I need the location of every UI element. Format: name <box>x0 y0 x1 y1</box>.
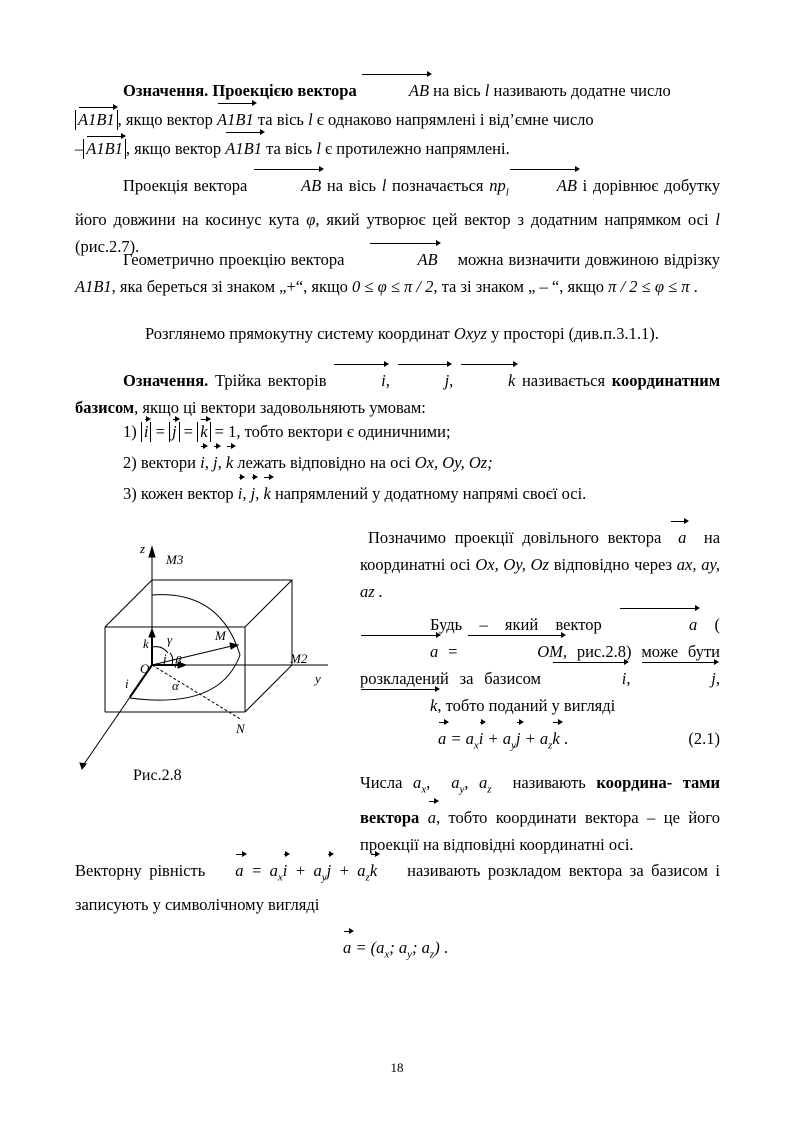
text: , який утворює цей вектор з додатним напрямком осі <box>315 210 709 230</box>
condition-2: 2) вектори i, j, k лежать відповідно на осі Ox, Oy, Oz; <box>123 449 723 476</box>
label-m3: M3 <box>166 552 184 567</box>
label-j: j <box>163 651 167 666</box>
label-alpha: α <box>172 678 179 693</box>
text: є однаково напрямлені і від’ємне число <box>316 110 594 129</box>
neg-abs-a1b1 <box>83 139 126 159</box>
abs-j <box>169 422 180 442</box>
label-i: i <box>125 676 129 691</box>
abs-i <box>141 422 152 442</box>
paragraph-decomposition: Векторну рівність $a = a_xi + a_yj + a_zk$ називають розкладом вектора за базисом і записують у символічному вигляді $a = (a_x$; $a_y$; $a_z$) . <box>75 857 720 969</box>
label-gamma: γ <box>167 632 173 647</box>
paragraph-geometric <box>75 246 720 300</box>
vector-a1b1: A1B1 <box>86 139 123 158</box>
vector-ab: AB <box>361 77 429 104</box>
formula-2-1: $a = a_xi + a_yj + a_zk$ . (2.1) <box>360 725 720 759</box>
text: 3) кожен вектор <box>123 484 234 503</box>
condition-1: 0 ≤ φ ≤ π / 2 <box>352 277 434 296</box>
text: на вісь <box>326 176 377 195</box>
text: на координатні осі <box>360 528 721 574</box>
text: , тобто вектори є одиничними; <box>236 422 451 441</box>
vector-i: i <box>200 449 205 476</box>
vector-k: k <box>263 480 270 507</box>
text: , якщо ці вектори задовольняють умовам: <box>134 398 426 417</box>
vector-k: k <box>226 449 233 476</box>
label-beta: β <box>175 653 182 668</box>
formula-number: (2.1) <box>688 729 720 748</box>
text: , якщо вектор <box>125 139 222 158</box>
vector-j: j <box>327 857 332 884</box>
text: лежать відповідно на осі <box>237 453 411 472</box>
vector-k: k <box>370 857 377 884</box>
text: Будь – який вектор <box>430 615 602 634</box>
box-top <box>105 580 292 627</box>
vector-a: a <box>670 524 686 551</box>
text: називають додатне число <box>493 81 671 100</box>
vector-j: j <box>397 367 450 394</box>
np: np <box>489 176 506 195</box>
text: 1) <box>123 422 137 441</box>
condition-1: 1) i = j = k = 1, тобто вектори є одиничними; <box>123 422 451 441</box>
right-column: Позначимо проекції довільного вектора a на координатні осі Ox, Oy, Oz відповідно через ax, ay, az . Будь – який вектор a (a = OM, рис.2.8) може бути розкладений за базисом i, j, k, тобто поданий у вигляді $a = a_xi + a_yj + a_zk$ . (2.1) Числа $a_x$, $a_y$, $a_z$ називають координа- тами вектора a, тобто координати вектора – це його проекції на відповідні координатні осі. <box>360 524 720 858</box>
text: Векторну рівність <box>75 861 206 880</box>
axis-l: l <box>308 110 313 129</box>
text: у просторі (див.п.3.1.1). <box>491 324 659 343</box>
label-m2: M2 <box>290 651 308 666</box>
label-z: z <box>140 541 146 556</box>
bold-term: тами вектора <box>360 773 721 827</box>
text: рис.2.8) може бути розкладений за базисом <box>360 642 720 688</box>
text: Трійка векторів <box>214 371 327 390</box>
text: і дорівнює добутку його довжини на косинус кута <box>75 176 721 230</box>
label-n: N <box>236 721 245 736</box>
axis-l: l <box>505 186 509 199</box>
vector-om: OM <box>467 638 563 665</box>
z-axis-arrow <box>149 547 155 557</box>
vector-i: i <box>283 857 288 884</box>
vector-k: k <box>360 692 437 719</box>
vector-a: a <box>343 934 351 961</box>
vector-ab: AB <box>253 172 321 199</box>
text: Позначимо проекції довільного вектора <box>368 528 662 547</box>
formula-symbolic: $a = (a_x$; $a_y$; $a_z$) . <box>343 934 720 968</box>
text: , яка береться зі знаком „+“, якщо <box>111 277 348 296</box>
definition-projection: Означення. Проекцією вектора AB на вісь l називають додатне число A1B1 , якщо вектор A1B1 та вісь l є однаково напрямлені і від’ємне число – A1B1 , якщо вектор A1B1 та вісь l є протилежно напрямлені. <box>75 77 720 162</box>
vector-i: i <box>238 480 243 507</box>
text: та вісь <box>257 110 304 129</box>
text: напрямлений у додатному напрямі своєї осі. <box>274 484 587 503</box>
vector-ab: AB <box>369 246 437 273</box>
vector-j: j <box>641 665 716 692</box>
vector-i: i <box>333 367 386 394</box>
segment-a1b1: A1B1 <box>75 277 112 296</box>
vector-k: k <box>552 725 559 752</box>
text: та вісь <box>266 139 313 158</box>
axes: Ox, Oy, Oz <box>475 555 549 574</box>
x-axis-arrow <box>80 763 86 769</box>
condition-3: 3) кожен вектор i, j, k напрямлений у додатному напрямі своєї осі. <box>123 480 723 507</box>
label-o: O <box>140 661 150 676</box>
vector-i: i <box>552 665 627 692</box>
text: Проекція вектора <box>123 176 248 195</box>
vector-j: j <box>251 480 256 507</box>
vector-i: i <box>479 725 484 752</box>
label-y: y <box>315 671 321 686</box>
figure-2-8 <box>70 535 340 790</box>
vector-a: a <box>428 804 436 831</box>
vector-k: k <box>200 422 208 441</box>
condition-2: π / 2 ≤ φ ≤ π <box>608 277 690 296</box>
conditions-list <box>123 418 723 507</box>
axes: Ox, Oy, Oz; <box>414 453 493 472</box>
text: називається <box>521 371 606 390</box>
axis-l: l <box>316 139 321 158</box>
text: , тобто поданий у вигляді <box>437 696 616 715</box>
text: . <box>693 277 698 296</box>
box-back <box>152 580 292 665</box>
oxyz: Oxyz <box>453 324 487 343</box>
text: Розглянемо прямокутну систему координат <box>145 324 450 343</box>
text: позначається <box>392 176 484 195</box>
vector-a1b1: A1B1 <box>78 110 115 129</box>
page-number: 18 <box>390 1060 404 1075</box>
bold-term: координатним базисом <box>75 371 721 417</box>
definition-title: Означення. <box>123 371 209 390</box>
text: = 1 <box>214 422 237 441</box>
vector-a: a <box>360 638 438 665</box>
coords: ax, ay, az . <box>360 555 721 601</box>
text: , якщо вектор <box>117 110 213 129</box>
vector-a1b1: A1B1 <box>217 106 254 133</box>
text: можна визначити довжиною відрізку <box>457 250 720 269</box>
text: Геометрично проекцію вектора <box>123 250 345 269</box>
label-m: M <box>215 628 226 643</box>
text: , тобто координати вектора – це його проекції на відповідні координатні осі. <box>360 807 721 854</box>
definition-basis: Означення. Трійка векторів i, j, k називається координатним базисом, якщо ці вектори задовольняють умовам: <box>75 367 720 421</box>
axis-l: l <box>381 176 387 195</box>
paragraph-coordinate-system <box>75 320 720 347</box>
abs-k <box>197 422 210 442</box>
text: є протилежно напрямлені. <box>325 139 510 158</box>
text: 2) вектори <box>123 453 197 472</box>
figure-caption: Рис.2.8 <box>133 767 182 784</box>
axis-l: l <box>715 210 720 230</box>
definition-title: Означення. Проекцією вектора <box>123 81 357 100</box>
phi: φ <box>306 210 316 230</box>
vector-a: a <box>619 611 697 638</box>
vector-j: j <box>516 725 521 752</box>
text: називають <box>512 773 586 793</box>
vector-a: a <box>235 857 243 884</box>
vector-a1b1: A1B1 <box>225 135 262 162</box>
vector-ab: AB <box>509 172 577 199</box>
bold-term: координа- <box>596 773 673 793</box>
text: , та зі знаком „ – “, якщо <box>433 277 605 296</box>
vector-j: j <box>213 449 218 476</box>
vector-i: i <box>143 422 149 441</box>
vector-j: j <box>172 422 177 441</box>
text: відповідно через <box>553 555 673 574</box>
text: називають розкладом вектора за базисом і записують у символічному вигляді <box>75 861 720 915</box>
vector-k: k <box>460 367 515 394</box>
label-k: k <box>143 636 149 651</box>
abs-a1b1 <box>75 110 118 130</box>
text: Числа <box>360 773 403 793</box>
text: на вісь <box>433 81 481 100</box>
vector-a: a <box>438 725 446 752</box>
text: (рис.2.7). <box>75 237 140 257</box>
axis-l: l <box>484 81 490 100</box>
